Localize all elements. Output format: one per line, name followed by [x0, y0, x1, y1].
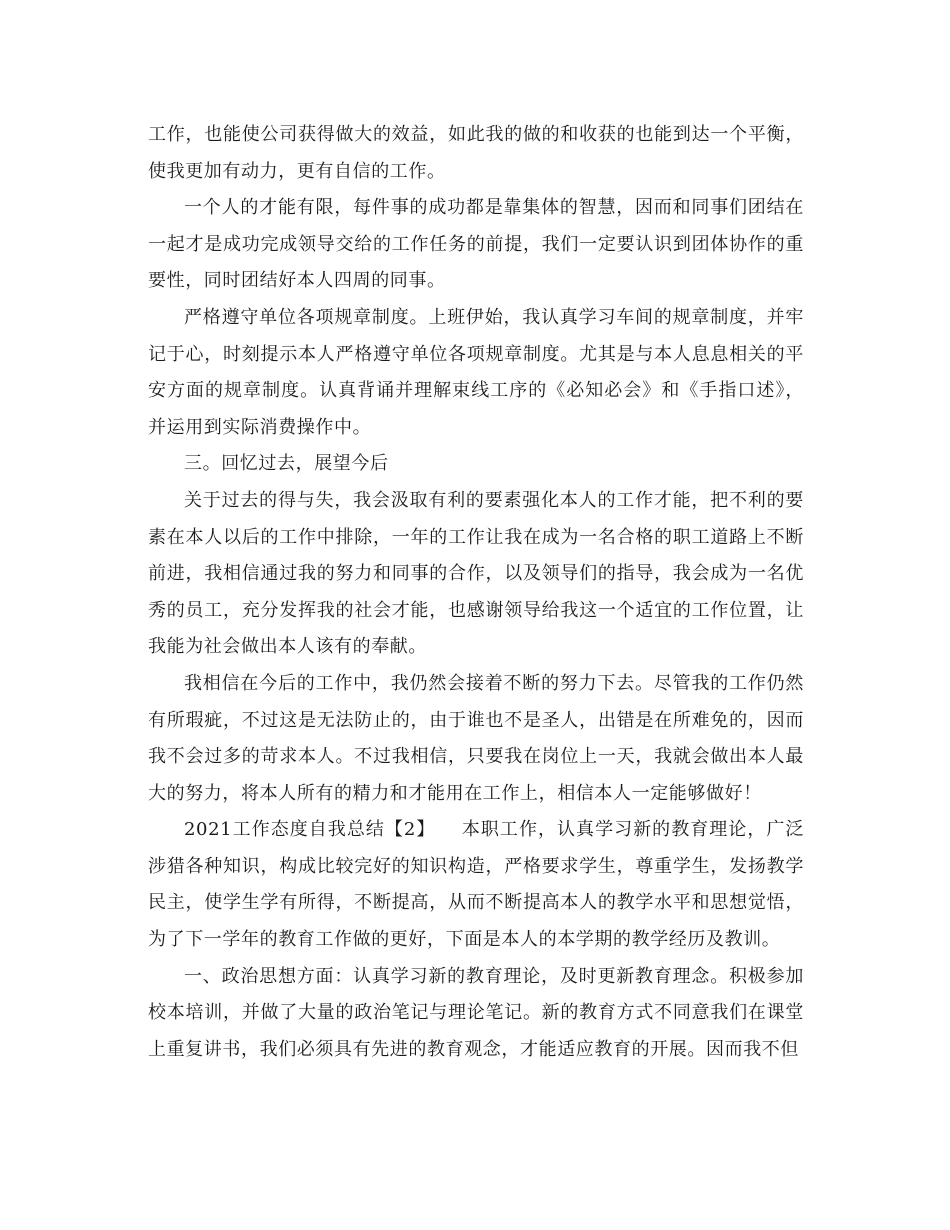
paragraph: 工作，也能使公司获得做大的效益，如此我的做的和收获的也能到达一个平衡，使我更加有动力，更有自信的工作。: [148, 124, 804, 182]
paragraph: 一个人的才能有限，每件事的成功都是靠集体的智慧，因而和同事们团结在一起才是成功完成领导交给的工作任务的前提，我们一定要认识到团体协作的重要性，同时团结好本人四周的同事。: [148, 197, 804, 292]
paragraph: 严格遵守单位各项规章制度。上班伊始，我认真学习车间的规章制度，并牢记于心，时刻提示本人严格遵守单位各项规章制度。尤其是与本人息息相关的平安方面的规章制度。认真背诵并理解束线工序的《必知必会》和《手指口述》，并运用到实际消费操作中。: [148, 306, 804, 438]
section-text: 本职工作，认真学习新的教育理论，广泛涉猎各种知识，构成比较完好的知识构造，严格要求学生，尊重学生，发扬教学民主，使学生学有所得，不断提高，从而不断提高本人的教学水平和思想觉悟，为了下一学年的教育工作做的更好，下面是本人的本学期的教学经历及教训。: [148, 819, 804, 951]
paragraph: 我相信在今后的工作中，我仍然会接着不断的努力下去。尽管我的工作仍然有所瑕疵，不过这是无法防止的，由于谁也不是圣人，出错是在所难免的，因而我不会过多的苛求本人。不过我相信，只要我在岗位上一天，我就会做出本人最大的努力，将本人所有的精力和才能用在工作上，相信本人一定能够做好！: [148, 672, 804, 804]
section-heading: 三。回忆过去，展望今后: [184, 453, 389, 475]
paragraph: [148, 812, 804, 958]
section-title: 2021工作态度自我总结【2】: [184, 819, 436, 841]
paragraph: 关于过去的得与失，我会汲取有利的要素强化本人的工作才能，把不利的要素在本人以后的工作中排除，一年的工作让我在成为一名合格的职工道路上不断前进，我相信通过我的努力和同事的合作，以及领导们的指导，我会成为一名优秀的员工，充分发挥我的社会才能，也感谢领导给我这一个适宜的工作位置，让我能为社会做出本人该有的奉献。: [148, 489, 804, 658]
paragraph: 一、政治思想方面：认真学习新的教育理论，及时更新教育理念。积极参加校本培训，并做了大量的政治笔记与理论笔记。新的教育方式不同意我们在课堂上重复讲书，我们必须具有先进的教育观念，才能适应教育的开展。因而我不但: [148, 965, 804, 1060]
document-body: [148, 117, 804, 1068]
